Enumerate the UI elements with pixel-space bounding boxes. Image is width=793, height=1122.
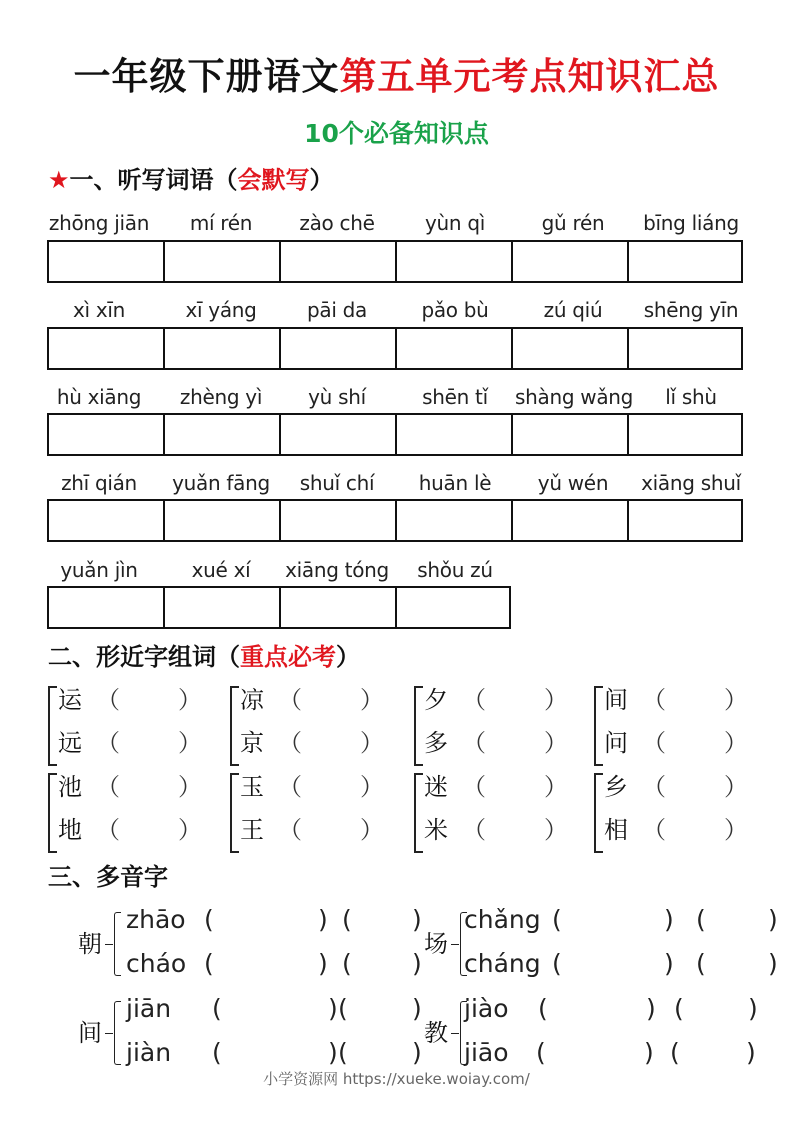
pinyin-label: yǔ wén — [537, 471, 609, 495]
page-subtitle: 10个必备知识点 — [304, 119, 489, 148]
pinyin-row-2 — [47, 295, 745, 325]
pinyin-label: shǒu zú — [417, 558, 493, 582]
bracket-icon — [48, 686, 57, 766]
pinyin-label: xī yáng — [185, 298, 257, 322]
section-3-heading: 三、多音字 — [48, 863, 168, 891]
bracket-icon — [414, 686, 423, 766]
writing-box[interactable] — [163, 240, 279, 283]
pinyin-row-1 — [47, 208, 745, 238]
pinyin-label: yuǎn fāng — [172, 471, 270, 495]
bracket-icon — [594, 773, 603, 853]
pinyin-label: lǐ shù — [665, 385, 717, 409]
writing-box-row-5 — [47, 586, 511, 629]
writing-box[interactable] — [47, 499, 163, 542]
brace-icon — [451, 944, 459, 945]
writing-box[interactable] — [395, 327, 511, 370]
pinyin-label: xiāng tóng — [285, 558, 389, 582]
page-title — [0, 52, 793, 102]
pinyin-label: xiāng shuǐ — [641, 471, 741, 495]
similar-char-pair: 玉 （ ） 王 （ ） — [230, 767, 400, 855]
brace-icon — [451, 1033, 459, 1034]
title-red: 第五单元考点知识汇总 — [339, 55, 720, 98]
section-1-heading: ★一、听写词语（会默写） — [48, 166, 334, 194]
pinyin-label: hù xiāng — [56, 385, 142, 409]
footer-source: 小学资源网 https://xueke.woiay.com/ — [263, 1070, 530, 1088]
pinyin-label: shàng wǎng — [515, 385, 634, 409]
polyphone-item: 朝 zhāo ( ) ( ) cháo ( ) ( ) — [78, 905, 422, 978]
pinyin-label: zú qiú — [543, 298, 603, 322]
writing-box[interactable] — [163, 586, 279, 629]
similar-char-pair: 运 （ ） 远 （ ） — [48, 680, 218, 768]
writing-box[interactable] — [511, 240, 627, 283]
polyphone-item: 场 chǎng ( ) ( ) cháng ( ) ( ) — [424, 905, 778, 978]
pinyin-label: yùn qì — [425, 211, 485, 235]
bracket-icon — [414, 773, 423, 853]
bracket-icon — [230, 686, 239, 766]
writing-box-row-2 — [47, 327, 743, 370]
writing-box[interactable] — [395, 586, 511, 629]
writing-box[interactable] — [395, 499, 511, 542]
writing-box[interactable] — [279, 499, 395, 542]
bracket-icon — [48, 773, 57, 853]
writing-box[interactable] — [279, 327, 395, 370]
pinyin-label: xì xīn — [72, 298, 126, 322]
pinyin-row-4 — [47, 468, 745, 498]
writing-box[interactable] — [627, 240, 743, 283]
writing-box[interactable] — [47, 240, 163, 283]
similar-char-pair: 迷 （ ） 米 （ ） — [414, 767, 584, 855]
writing-box-row-1 — [47, 240, 743, 283]
writing-box[interactable] — [511, 499, 627, 542]
writing-box[interactable] — [395, 413, 511, 456]
star-icon: ★ — [48, 166, 70, 194]
pinyin-label: bīng liáng — [643, 211, 739, 235]
similar-char-pair: 凉 （ ） 京 （ ） — [230, 680, 400, 768]
bracket-icon — [230, 773, 239, 853]
writing-box[interactable] — [511, 327, 627, 370]
bracket-icon — [594, 686, 603, 766]
writing-box[interactable] — [279, 240, 395, 283]
pinyin-row-5 — [47, 555, 745, 585]
writing-box[interactable] — [47, 327, 163, 370]
writing-box[interactable] — [627, 499, 743, 542]
title-black: 一年级下册语文 — [73, 55, 340, 98]
brace-icon — [105, 944, 113, 945]
brace-icon — [105, 1033, 113, 1034]
writing-box[interactable] — [47, 413, 163, 456]
pinyin-label: yù shí — [308, 385, 366, 409]
pinyin-label: yuǎn jìn — [60, 558, 138, 582]
writing-box[interactable] — [163, 499, 279, 542]
writing-box[interactable] — [395, 240, 511, 283]
pinyin-label: gǔ rén — [541, 211, 605, 235]
pinyin-label: zhōng jiān — [48, 211, 150, 235]
pinyin-label: zào chē — [299, 211, 375, 235]
pinyin-label: shēng yīn — [643, 298, 739, 322]
writing-box[interactable] — [163, 413, 279, 456]
pinyin-label: zhèng yì — [179, 385, 263, 409]
similar-char-pair: 池 （ ） 地 （ ） — [48, 767, 218, 855]
writing-box[interactable] — [279, 586, 395, 629]
pinyin-label: huān lè — [418, 471, 492, 495]
pinyin-row-3 — [47, 382, 745, 412]
writing-box[interactable] — [163, 327, 279, 370]
similar-char-pair: 乡 （ ） 相 （ ） — [594, 767, 764, 855]
similar-char-pair: 间 （ ） 问 （ ） — [594, 680, 764, 768]
pinyin-label: xué xí — [191, 558, 251, 582]
pinyin-label: shēn tǐ — [422, 385, 488, 409]
pinyin-label: pǎo bù — [421, 298, 489, 322]
writing-box[interactable] — [47, 586, 163, 629]
pinyin-label: shuǐ chí — [299, 471, 375, 495]
section-2-heading: 二、形近字组词（重点必考） — [48, 643, 360, 671]
writing-box-row-3 — [47, 413, 743, 456]
writing-box-row-4 — [47, 499, 743, 542]
writing-box[interactable] — [279, 413, 395, 456]
writing-box[interactable] — [627, 413, 743, 456]
writing-box[interactable] — [511, 413, 627, 456]
pinyin-label: pāi da — [306, 298, 368, 322]
polyphone-item: 教 jiào ( ) ( ) jiāo ( ) ( ) — [424, 994, 758, 1067]
writing-box[interactable] — [627, 327, 743, 370]
pinyin-label: mí rén — [189, 211, 253, 235]
polyphone-item: 间 jiān ( ) ( ) jiàn ( ) ( ) — [78, 994, 422, 1067]
pinyin-label: zhī qián — [61, 471, 137, 495]
similar-char-pair: 夕 （ ） 多 （ ） — [414, 680, 584, 768]
